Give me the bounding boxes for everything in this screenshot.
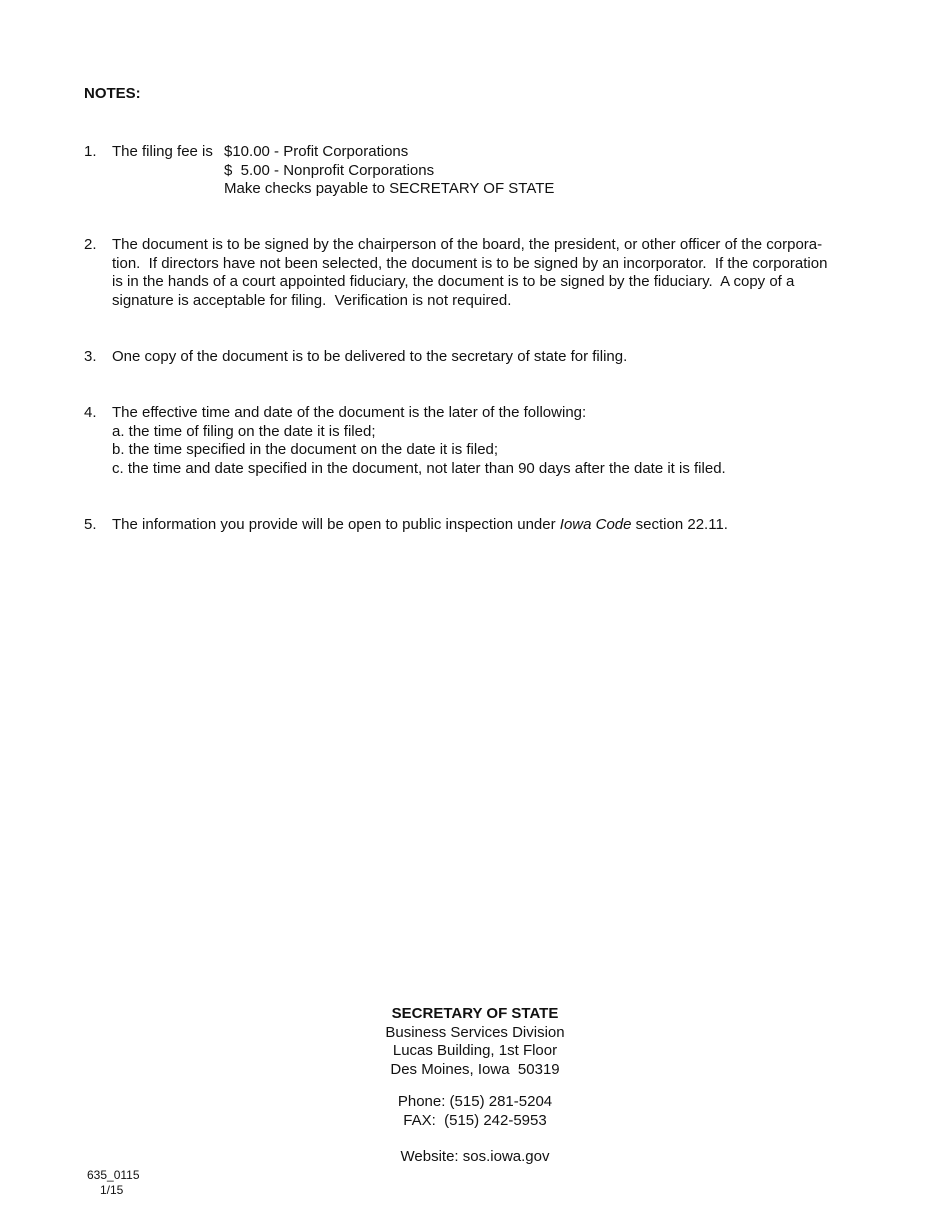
building-address: Lucas Building, 1st Floor <box>392 1042 558 1060</box>
city-address: Des Moines, Iowa 50319 <box>390 1061 560 1079</box>
checks-payable: Make checks payable to SECRETARY OF STATE <box>224 180 555 198</box>
contact-footer <box>325 1005 625 1167</box>
note-number: 2. <box>84 236 97 253</box>
note-line: The effective time and date of the document is the later of the following: <box>112 404 587 421</box>
note-number: 4. <box>84 404 97 421</box>
note-label: The filing fee is <box>112 143 213 160</box>
fee-nonprofit: $ 5.00 - Nonprofit Corporations <box>224 161 435 179</box>
note-text: One copy of the document is to be delivered to the secretary of state for filing. <box>112 348 628 365</box>
note-number: 1. <box>84 143 97 160</box>
note-text-after: section 22.11. <box>631 516 728 533</box>
form-revision-date: 1/15 <box>100 1183 124 1197</box>
fee-list <box>224 143 554 199</box>
note-text <box>112 404 726 479</box>
division-name: Business Services Division <box>385 1023 565 1041</box>
phone-number: Phone: (515) 281-5204 <box>397 1092 553 1110</box>
note-number: 3. <box>84 348 97 365</box>
note-line: tion. If directors have not been selected, the document is to be signed by an incorporator. If the corporation <box>112 254 828 272</box>
note-line: b. the time specified in the document on the date it is filed; <box>112 441 499 459</box>
fax-number: FAX: (515) 242-5953 <box>403 1111 547 1129</box>
website-link[interactable]: Website: sos.iowa.gov <box>400 1148 550 1166</box>
note-line: is in the hands of a court appointed fiduciary, the document is to be signed by the fiduciary. A copy of a <box>112 273 795 291</box>
office-title: SECRETARY OF STATE <box>391 1005 559 1022</box>
note-line: a. the time of filing on the date it is filed; <box>112 422 376 440</box>
iowa-code-citation: Iowa Code <box>559 516 632 533</box>
form-code <box>87 1168 140 1198</box>
note-line: signature is acceptable for filing. Verification is not required. <box>112 292 512 310</box>
form-number: 635_0115 <box>87 1168 140 1182</box>
note-number: 5. <box>84 516 97 533</box>
note-text <box>112 516 728 535</box>
note-line: The document is to be signed by the chairperson of the board, the president, or other officer of the corpora- <box>112 236 823 253</box>
note-text-before: The information you provide will be open to public inspection under <box>112 516 560 533</box>
notes-heading: NOTES: <box>84 85 141 102</box>
note-text <box>112 236 854 311</box>
fee-profit: $10.00 - Profit Corporations <box>224 143 409 160</box>
note-line: c. the time and date specified in the document, not later than 90 days after the date it is filed. <box>112 460 726 478</box>
